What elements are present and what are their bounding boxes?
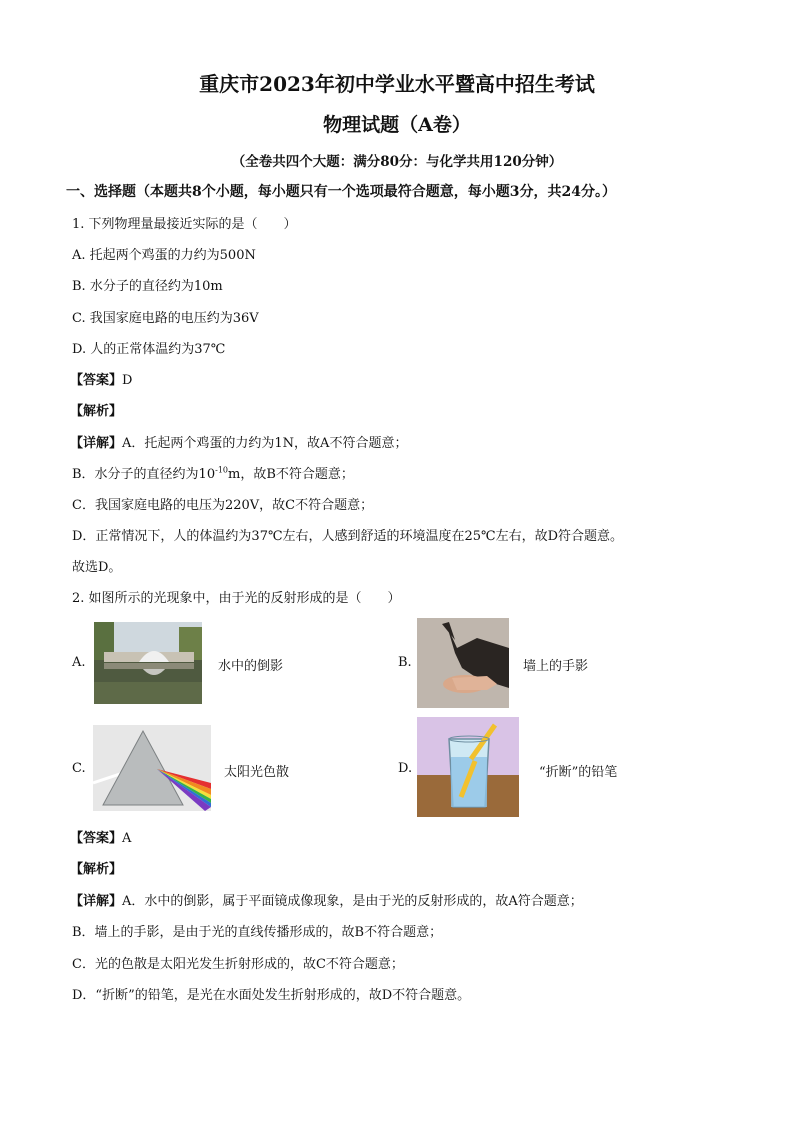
q1-option-d: D. 人的正常体温约为37℃ (72, 342, 226, 357)
exponent: -10 (215, 465, 228, 475)
detail-b-post: m，故B不符合题意； (228, 467, 354, 482)
q2-option-a-letter: A. (72, 655, 86, 670)
answer-value: A (122, 831, 132, 846)
q1-detail-b (72, 463, 354, 482)
q2-option-b-caption: 墙上的手影 (523, 659, 589, 674)
q1-option-b: B. 水分子的直径约为10m (72, 279, 223, 294)
q1-detail-a (70, 432, 407, 451)
q2-answer (70, 827, 131, 846)
q2-stem: 2. 如图所示的光现象中，由于光的反射形成的是（ ） (72, 591, 401, 606)
q2-option-d-caption: “折断”的铅笔 (539, 765, 618, 780)
bridge-reflection-image (94, 622, 202, 704)
q1-option-c: C. 我国家庭电路的电压约为36V (72, 311, 259, 326)
q2-option-c-caption: 太阳光色散 (224, 765, 290, 780)
exam-note: （全卷共四个大题：满分80分：与化学共用120分钟） (231, 154, 563, 170)
detail-text: A．水中的倒影，属于平面镜成像现象，是由于光的反射形成的，故A符合题意； (122, 894, 583, 909)
detail-tag: 【详解】 (70, 436, 123, 451)
q2-option-b-letter: B. (398, 655, 412, 670)
analysis-tag: 【解析】 (70, 862, 123, 877)
q2-option-c-letter: C. (72, 761, 86, 776)
pencil-in-water-image (417, 717, 519, 817)
prism-dispersion-image (93, 725, 211, 811)
detail-tag: 【详解】 (70, 894, 123, 909)
q1-answer (70, 369, 132, 388)
q1-conclusion: 故选D。 (72, 560, 122, 575)
q2-detail-b: B．墙上的手影，是由于光的直线传播形成的，故B不符合题意； (72, 925, 443, 940)
q1-option-a: A. 托起两个鸡蛋的力约为500N (72, 248, 256, 263)
q1-stem: 1. 下列物理量最接近实际的是（ ） (72, 217, 297, 232)
q2-option-a-caption: 水中的倒影 (218, 659, 284, 674)
q2-analysis-tag (70, 858, 122, 877)
detail-text: A．托起两个鸡蛋的力约为1N，故A不符合题意； (122, 436, 408, 451)
section-heading: 一、选择题（本题共8个小题，每小题只有一个选项最符合题意，每小题3分，共24分。） (66, 184, 616, 200)
q2-option-d-letter: D. (398, 761, 413, 776)
q1-detail-d: D．正常情况下，人的体温约为37℃左右，人感到舒适的环境温度在25℃左右，故D符合题意。 (72, 529, 624, 544)
q1-analysis-tag (70, 400, 122, 419)
q2-detail-a (70, 890, 583, 909)
q2-detail-d: D．“折断”的铅笔，是光在水面处发生折射形成的，故D不符合题意。 (72, 988, 471, 1003)
answer-tag: 【答案】 (70, 373, 123, 388)
hand-shadow-image (417, 618, 509, 708)
exam-title: 重庆市2023年初中学业水平暨高中招生考试 (199, 72, 595, 96)
analysis-tag: 【解析】 (70, 404, 123, 419)
answer-value: D (122, 373, 133, 388)
detail-b-pre: B．水分子的直径约为10 (72, 467, 216, 482)
answer-tag: 【答案】 (70, 831, 123, 846)
q1-detail-c: C．我国家庭电路的电压为220V，故C不符合题意； (72, 498, 374, 513)
q2-detail-c: C．光的色散是太阳光发生折射形成的，故C不符合题意； (72, 957, 404, 972)
paper-title: 物理试题（A卷） (323, 114, 471, 136)
